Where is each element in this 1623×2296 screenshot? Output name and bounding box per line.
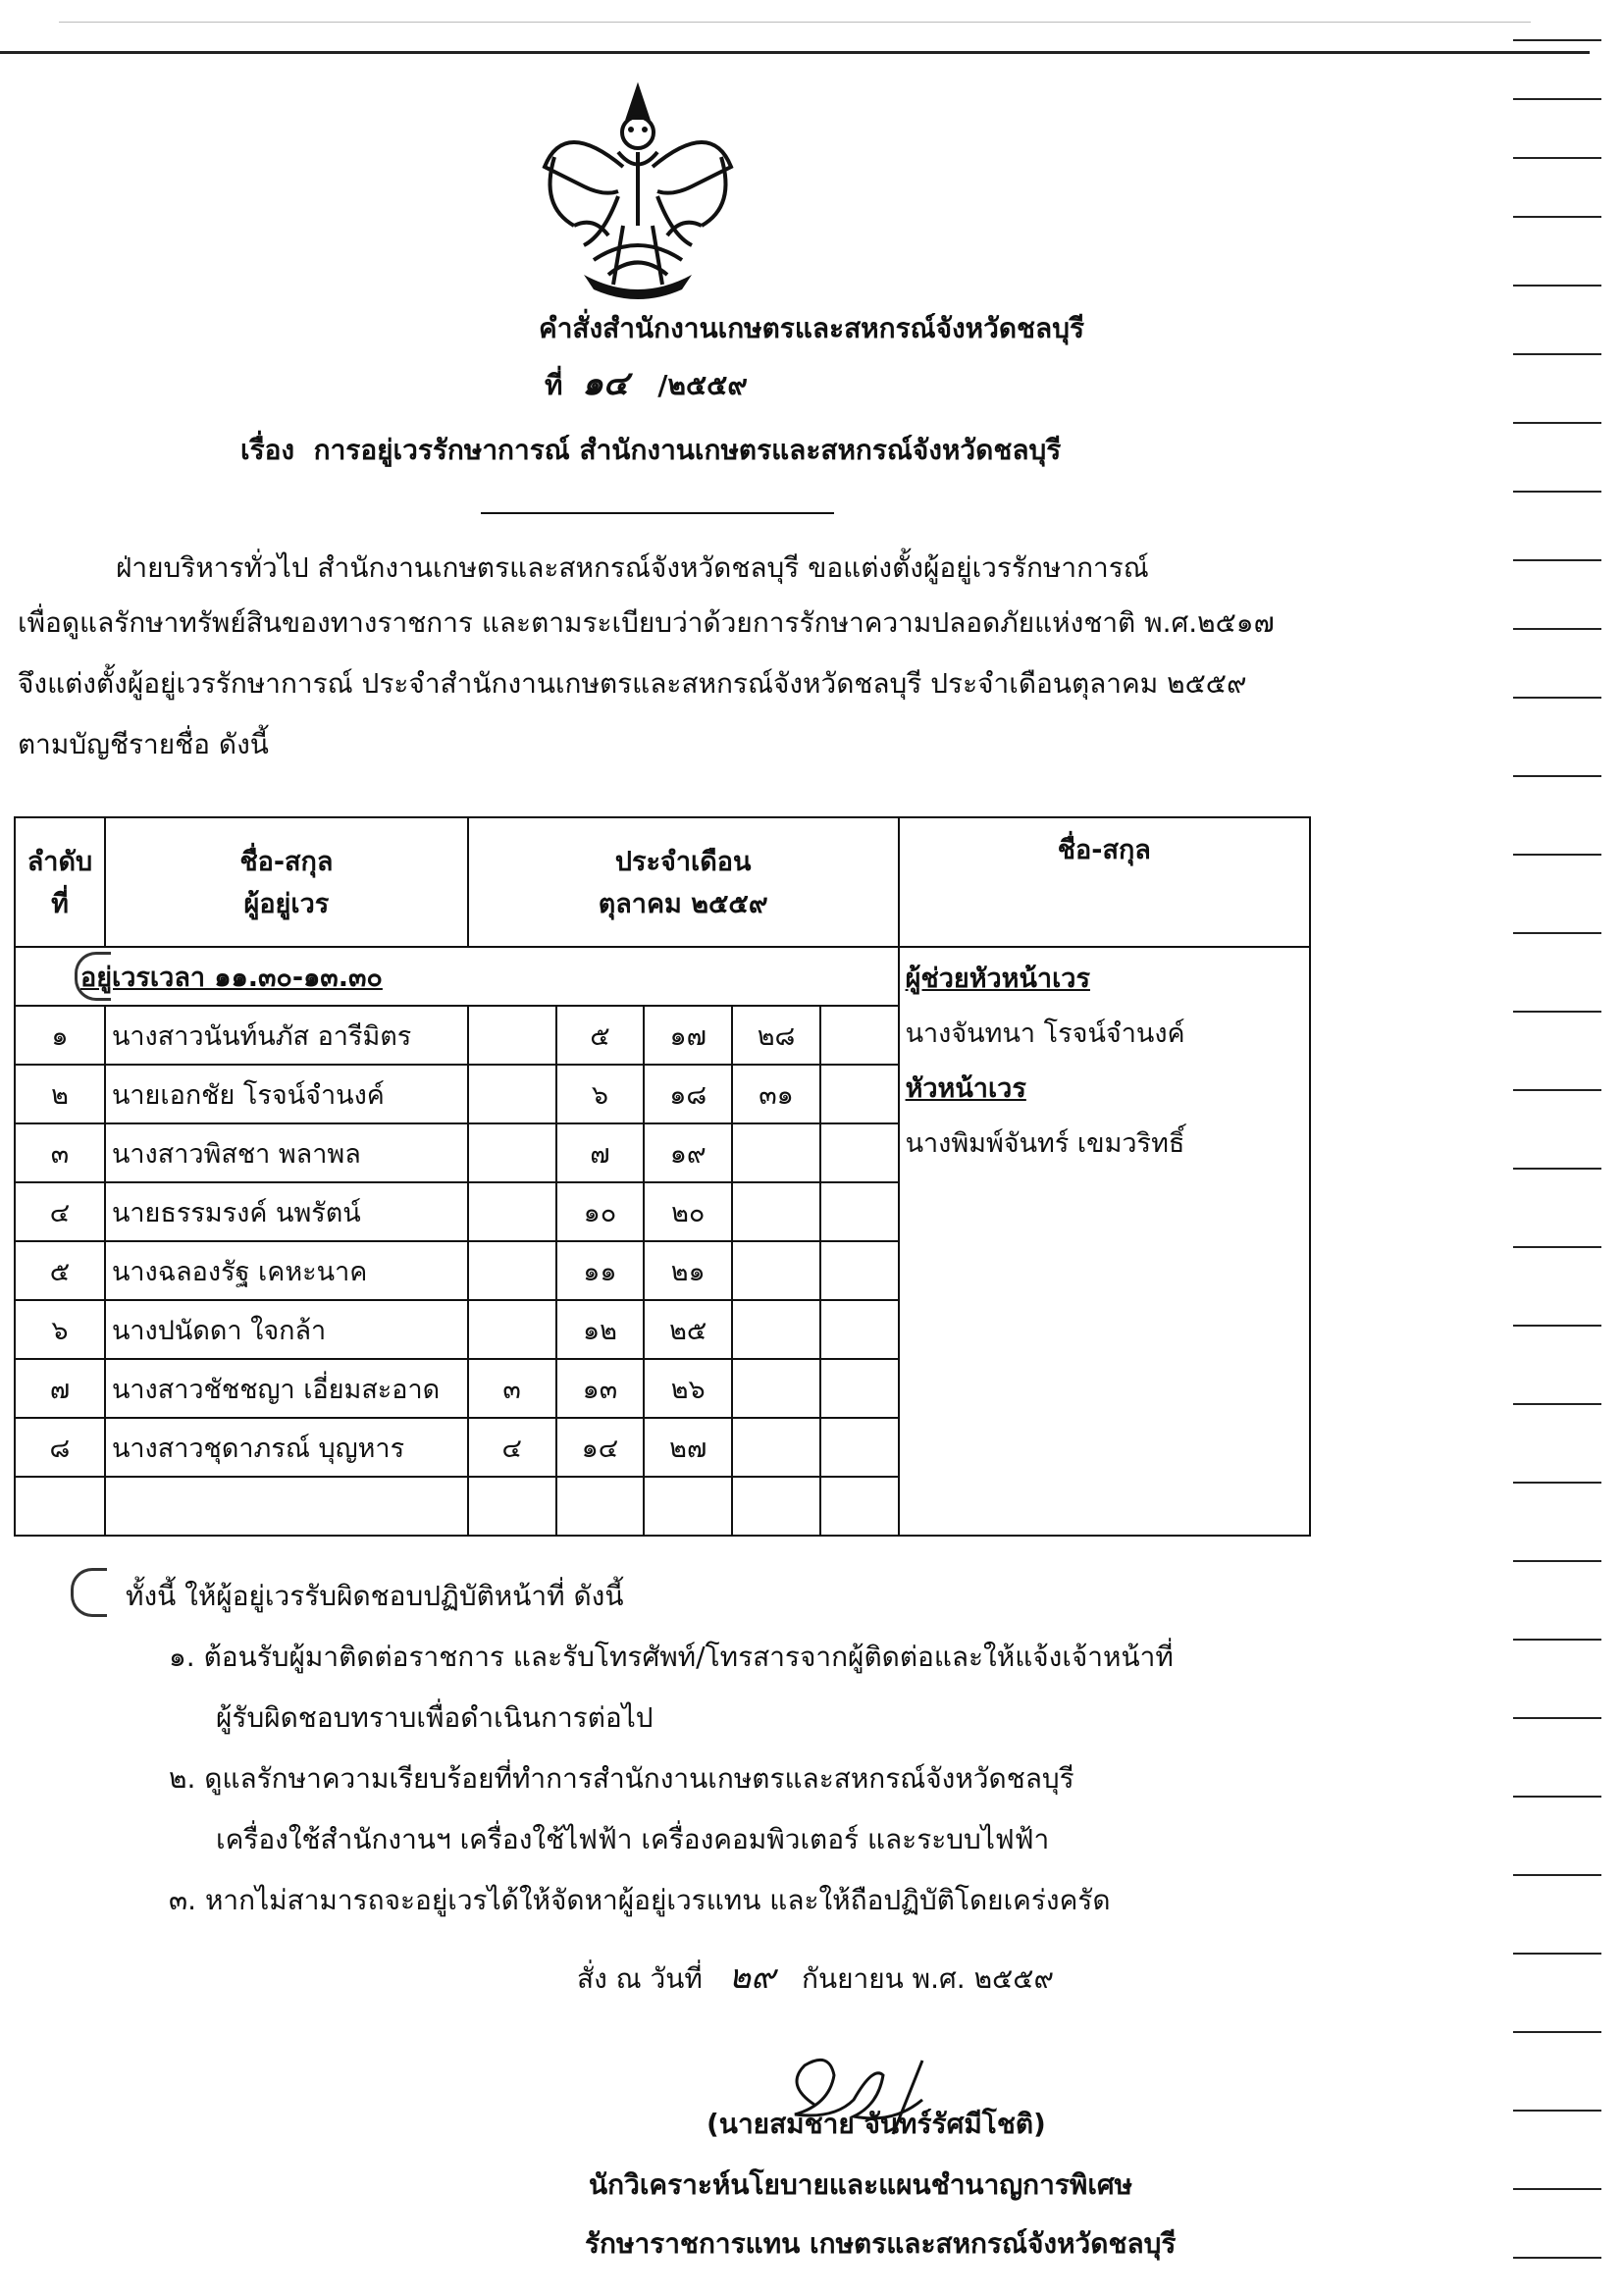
punch-hole-mark [71, 1568, 107, 1617]
row-day [732, 1300, 820, 1359]
row-name: นางสาวชุดาภรณ์ บุญหาร [105, 1418, 468, 1477]
intro-line-1: ฝ่ายบริหารทั่วไป สำนักงานเกษตรและสหกรณ์จังหวัดชลบุรี ขอแต่งตั้งผู้อยู่เวรรักษาการณ์ [116, 551, 1149, 584]
row-no: ๖ [15, 1300, 105, 1359]
shift-label: อยู่เวรเวลา ๑๑.๓๐-๑๓.๓๐ [80, 962, 383, 993]
row-no: ๘ [15, 1418, 105, 1477]
row-day: ๒๕ [644, 1300, 732, 1359]
row-no: ๓ [15, 1123, 105, 1182]
assistant-head-label: ผู้ช่วยหัวหน้าเวร [905, 964, 1090, 994]
row-day [468, 1065, 556, 1123]
row-day: ๒๑ [644, 1241, 732, 1300]
row-day: ๖ [556, 1065, 645, 1123]
duty-roster-table [14, 816, 1311, 1537]
signing-date [577, 1957, 1054, 1997]
row-day: ๒๘ [732, 1006, 820, 1065]
signer-name: (นายสมชาย จันทร์รัศมีโชติ) [707, 2108, 1046, 2140]
row-blank [820, 1065, 899, 1123]
signer-title-1: นักวิเคราะห์นโยบายและแผนชำนาญการพิเศษ [589, 2168, 1133, 2201]
date-day: ๒๙ [728, 1957, 776, 1997]
row-day: ๑๑ [556, 1241, 645, 1300]
row-day: ๗ [556, 1123, 645, 1182]
row-no: ๔ [15, 1182, 105, 1241]
order-number: ๑๔ [582, 364, 629, 403]
header-month-line1: ประจำเดือน [614, 847, 752, 877]
row-blank [820, 1241, 899, 1300]
row-day: ๑๗ [644, 1006, 732, 1065]
header-right-name [899, 817, 1310, 947]
subject-line [240, 434, 1061, 467]
row-name: นายเอกชัย โรจน์จำนงค์ [105, 1065, 468, 1123]
head-name: นางพิมพ์จันทร์ เขมวริทธิ์ [905, 1128, 1185, 1159]
row-day [732, 1418, 820, 1477]
row-name: นางสาวพิสชา พลาพล [105, 1123, 468, 1182]
row-day: ๓ [468, 1359, 556, 1418]
row-day [468, 1241, 556, 1300]
row-day: ๕ [556, 1006, 645, 1065]
row-name: นางสาวนันท์นภัส อารีมิตร [105, 1006, 468, 1065]
row-day [468, 1123, 556, 1182]
row-day [732, 1182, 820, 1241]
order-number-line [545, 364, 748, 403]
row-day [468, 1300, 556, 1359]
row-blank [820, 1300, 899, 1359]
row-name: นางสาวชัชชญา เอี่ยมสะอาด [105, 1359, 468, 1418]
duty-item-2a: ๒. ดูแลรักษาความเรียบร้อยที่ทำการสำนักงานเกษตรและสหกรณ์จังหวัดชลบุรี [169, 1762, 1074, 1795]
row-day: ๓๑ [732, 1065, 820, 1123]
row-day: ๑๔ [556, 1418, 645, 1477]
subject-text: การอยู่เวรรักษาการณ์ สำนักงานเกษตรและสหกรณ์จังหวัดชลบุรี [313, 434, 1062, 466]
order-title: คำสั่งสำนักงานเกษตรและสหกรณ์จังหวัดชลบุรี [538, 312, 1085, 344]
row-no: ๕ [15, 1241, 105, 1300]
punch-hole-mark [75, 952, 111, 1001]
row-day [468, 1182, 556, 1241]
row-day [732, 1359, 820, 1418]
duty-heads-cell [899, 947, 1310, 1536]
row-no: ๒ [15, 1065, 105, 1123]
shift-row [15, 947, 1310, 1006]
scan-edge-line [0, 51, 1590, 54]
shift-blank [468, 947, 899, 1006]
row-day [732, 1241, 820, 1300]
title-divider [481, 512, 834, 514]
scan-edge-line [59, 22, 1531, 23]
order-number-prefix: ที่ [545, 369, 563, 401]
signer-title-2: รักษาราชการแทน เกษตรและสหกรณ์จังหวัดชลบุรี [585, 2227, 1177, 2260]
row-blank [820, 1006, 899, 1065]
header-month-line2: ตุลาคม ๒๕๕๙ [598, 889, 768, 919]
header-month [468, 817, 899, 947]
row-name: นางปนัดดา ใจกล้า [105, 1300, 468, 1359]
order-year: /๒๕๕๙ [657, 369, 748, 401]
row-name: นางฉลองรัฐ เคหะนาค [105, 1241, 468, 1300]
header-order-no-line1: ลำดับ [26, 847, 93, 877]
row-day: ๑๓ [556, 1359, 645, 1418]
row-day: ๑๒ [556, 1300, 645, 1359]
row-no: ๑ [15, 1006, 105, 1065]
duty-item-2b: เครื่องใช้สำนักงานฯ เครื่องใช้ไฟฟ้า เครื่องคอมพิวเตอร์ และระบบไฟฟ้า [216, 1823, 1050, 1855]
row-day: ๑๐ [556, 1182, 645, 1241]
row-blank [820, 1359, 899, 1418]
header-name-line2: ผู้อยู่เวร [243, 889, 330, 919]
row-blank [820, 1123, 899, 1182]
duty-item-1b: ผู้รับผิดชอบทราบเพื่อดำเนินการต่อไป [216, 1701, 654, 1734]
row-blank [820, 1182, 899, 1241]
row-day: ๑๘ [644, 1065, 732, 1123]
header-right-name-text: ชื่อ-สกุล [1057, 835, 1151, 865]
intro-line-4: ตามบัญชีรายชื่อ ดังนี้ [18, 728, 269, 760]
header-order-no [15, 817, 105, 947]
row-day [468, 1006, 556, 1065]
row-day: ๑๙ [644, 1123, 732, 1182]
intro-line-2: เพื่อดูแลรักษาทรัพย์สินของทางราชการ และตามระเบียบว่าด้วยการรักษาความปลอดภัยแห่งชาติ พ.ศ.๒๕๑๗ [18, 606, 1275, 639]
table-header-row [15, 817, 1310, 947]
row-day [732, 1123, 820, 1182]
header-name-line1: ชื่อ-สกุล [239, 847, 334, 877]
row-day: ๒๗ [644, 1418, 732, 1477]
garuda-emblem [525, 78, 751, 299]
row-day: ๒๖ [644, 1359, 732, 1418]
duty-item-3: ๓. หากไม่สามารถจะอยู่เวรได้ให้จัดหาผู้อยู่เวรแทน และให้ถือปฏิบัติโดยเคร่งครัด [169, 1884, 1111, 1916]
assistant-head-name: นางจันทนา โรจน์จำนงค์ [905, 1018, 1185, 1049]
head-label: หัวหน้าเวร [905, 1073, 1026, 1104]
intro-line-3: จึงแต่งตั้งผู้อยู่เวรรักษาการณ์ ประจำสำนักงานเกษตรและสหกรณ์จังหวัดชลบุรี ประจำเดือนตุลาคม ๒๕๕๙ [18, 667, 1247, 700]
header-order-no-line2: ที่ [51, 889, 69, 919]
row-blank [820, 1418, 899, 1477]
row-no: ๗ [15, 1359, 105, 1418]
duty-item-1a: ๑. ต้อนรับผู้มาติดต่อราชการ และรับโทรศัพท์/โทรสารจากผู้ติดต่อและให้แจ้งเจ้าหน้าที่ [169, 1641, 1174, 1673]
date-suffix: กันยายน พ.ศ. ๒๕๕๙ [802, 1962, 1054, 1995]
header-name [105, 817, 468, 947]
row-name: นายธรรมรงค์ นพรัตน์ [105, 1182, 468, 1241]
subject-label: เรื่อง [240, 434, 295, 466]
row-day: ๔ [468, 1418, 556, 1477]
duties-intro: ทั้งนี้ ให้ผู้อยู่เวรรับผิดชอบปฏิบัติหน้าที่ ดังนี้ [126, 1580, 624, 1612]
date-prefix: สั่ง ณ วันที่ [577, 1962, 703, 1995]
row-day: ๒๐ [644, 1182, 732, 1241]
